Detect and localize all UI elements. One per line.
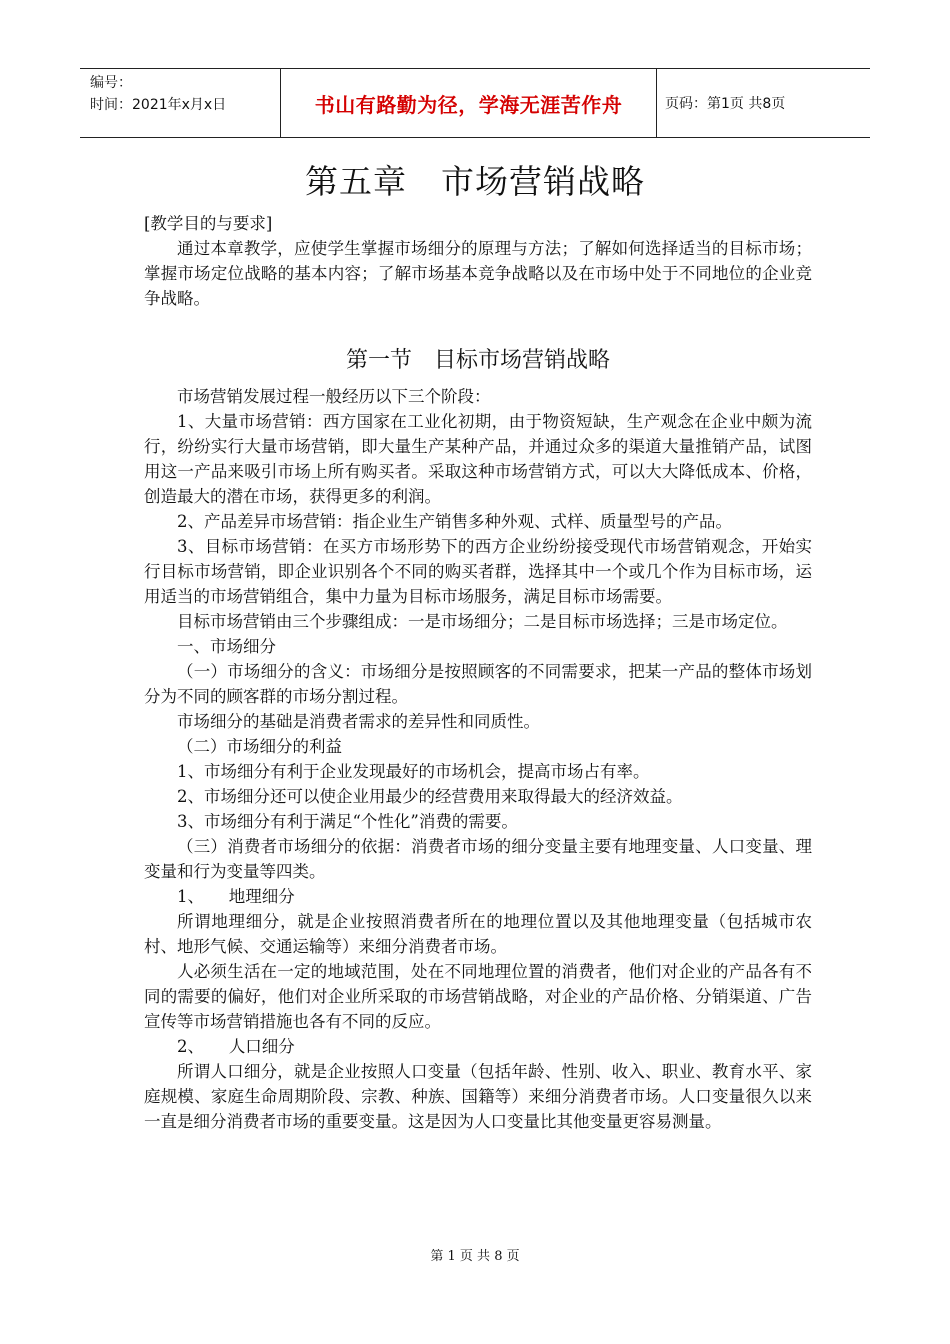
paragraph: 所谓人口细分，就是企业按照人口变量（包括年龄、性别、收入、职业、教育水平、家庭规模、家庭生命周期阶段、宗教、种族、国籍等）来细分消费者市场。人口变量很久以来一直是细分消费者市场的重要变量。这是因为人口变量比其他变量更容易测量。 xyxy=(144,1062,812,1131)
chapter-title: 第五章 市场营销战略 xyxy=(305,162,645,201)
page-header xyxy=(80,68,870,138)
header-page-code: 页码：第1页 共8页 xyxy=(665,96,786,112)
teaching-heading: [教学目的与要求] xyxy=(144,214,273,233)
teaching-text: 通过本章教学，应使学生掌握市场细分的原理与方法；了解如何选择适当的目标市场；掌握市场定位战略的基本内容；了解市场基本竞争战略以及在市场中处于不同地位的企业竞争战略。 xyxy=(144,239,812,308)
paragraph: 1、市场细分有利于企业发现最好的市场机会，提高市场占有率。 xyxy=(177,762,650,781)
subheading: 一、市场细分 xyxy=(177,637,276,656)
paragraph: 2、市场细分还可以使企业用最少的经营费用来取得最大的经济效益。 xyxy=(177,787,683,806)
paragraph: 3、目标市场营销：在买方市场形势下的西方企业纷纷接受现代市场营销观念，开始实行目标市场营销，即企业识别各个不同的购买者群，选择其中一个或几个作为目标市场，运用适当的市场营销组合，集中力量为目标市场服务，满足目标市场需要。 xyxy=(144,537,812,606)
paragraph: 市场细分的基础是消费者需求的差异性和同质性。 xyxy=(177,712,540,731)
subheading: 2、 人口细分 xyxy=(177,1037,295,1056)
paragraph: 3、市场细分有利于满足“个性化”消费的需要。 xyxy=(177,812,518,831)
paragraph: 市场营销发展过程一般经历以下三个阶段： xyxy=(177,387,491,406)
paragraph: （一）市场细分的含义：市场细分是按照顾客的不同需要求，把某一产品的整体市场划分为不同的顾客群的市场分割过程。 xyxy=(144,662,812,706)
paragraph: 所谓地理细分，就是企业按照消费者所在的地理位置以及其他地理变量（包括城市农村、地形气候、交通运输等）来细分消费者市场。 xyxy=(144,912,812,956)
section-title: 第一节 目标市场营销战略 xyxy=(345,348,610,373)
document-body xyxy=(144,211,812,1134)
paragraph: 1、大量市场营销：西方国家在工业化初期，由于物资短缺，生产观念在企业中颇为流行，纷纷实行大量市场营销，即大量生产某种产品，并通过众多的渠道大量推销产品，试图用这一产品来吸引市场上所有购买者。采取这种市场营销方式，可以大大降低成本、价格，创造最大的潜在市场，获得更多的利润。 xyxy=(144,412,812,506)
paragraph: 目标市场营销由三个步骤组成：一是市场细分；二是目标市场选择；三是市场定位。 xyxy=(177,612,788,631)
subheading: （二）市场细分的利益 xyxy=(177,737,342,756)
serial-label: 编号： xyxy=(90,75,132,91)
date-label: 时间：2021年x月x日 xyxy=(90,97,227,113)
page-footer: 第 1 页 共 8 页 xyxy=(430,1249,520,1264)
paragraph: 2、产品差异市场营销：指企业生产销售多种外观、式样、质量型号的产品。 xyxy=(177,512,732,531)
header-motto: 书山有路勤为径，学海无涯苦作舟 xyxy=(281,69,657,137)
paragraph: （三）消费者市场细分的依据：消费者市场的细分变量主要有地理变量、人口变量、理变量和行为变量等四类。 xyxy=(144,837,812,881)
header-meta-cell xyxy=(80,69,281,137)
subheading: 1、 地理细分 xyxy=(177,887,295,906)
paragraph: 人必须生活在一定的地域范围，处在不同地理位置的消费者，他们对企业的产品各有不同的需要的偏好，他们对企业所采取的市场营销战略，对企业的产品价格、分销渠道、广告宣传等市场营销措施也各有不同的反应。 xyxy=(144,962,812,1031)
